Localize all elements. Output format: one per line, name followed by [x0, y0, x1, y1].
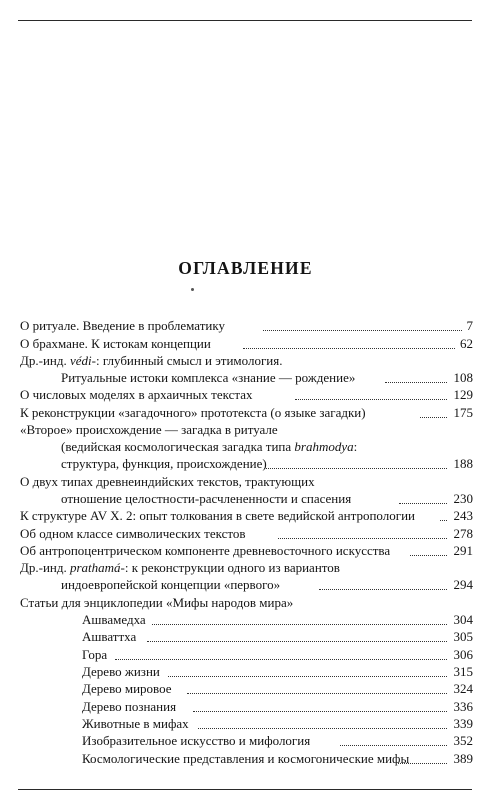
toc-page-number: 324 [453, 681, 473, 696]
dot-leader [410, 542, 447, 556]
dot-leader [319, 576, 447, 590]
toc-subentry[interactable] [0, 698, 491, 716]
toc-title: ОГЛАВЛЕНИЕ [178, 258, 313, 278]
toc-entry-title: Др.-инд. prathamá-: к реконструкции одного из вариантов [20, 560, 340, 575]
toc-entry[interactable] [0, 404, 491, 422]
toc-entry-title: Ритуальные истоки комплекса «знание — рождение» [61, 370, 356, 385]
toc-subentry[interactable] [0, 628, 491, 646]
toc-entry-title: О брахмане. К истокам концепции [20, 336, 211, 351]
toc-page-number: 175 [453, 405, 473, 420]
toc-entry-title: Ашвамедха [82, 612, 146, 627]
toc-page-number: 243 [453, 508, 473, 523]
toc-entry-title: Дерево жизни [82, 664, 160, 679]
toc-entry[interactable] [0, 594, 491, 612]
toc-page-number: 129 [453, 387, 473, 402]
toc-entry-title: Статьи для энциклопедии «Мифы народов мира» [20, 595, 294, 610]
toc-page-number: 291 [453, 543, 473, 558]
toc-entry-title: Ашваттха [82, 629, 137, 644]
toc-entry[interactable] [0, 473, 491, 491]
print-speck [191, 288, 194, 291]
dot-leader [168, 663, 447, 677]
bottom-rule [18, 789, 472, 790]
toc-entry-title: О ритуале. Введение в проблематику [20, 318, 225, 333]
toc-page-number: 315 [453, 664, 473, 679]
toc-page-number: 7 [466, 318, 473, 333]
toc-entry-title: Космологические представления и космогонические мифы [82, 751, 410, 766]
toc-entry-title: отношение целостности-расчлененности и спасения [61, 491, 352, 506]
dot-leader [340, 732, 447, 746]
toc-entry-title: (ведийская космологическая загадка типа brahmodya: [61, 439, 358, 454]
toc-page-number: 306 [453, 647, 473, 662]
toc-page-number: 278 [453, 526, 473, 541]
toc-page-number: 305 [453, 629, 473, 644]
dot-leader [147, 628, 447, 642]
toc-page-number: 304 [453, 612, 473, 627]
toc-page-number: 62 [460, 336, 473, 351]
toc-subentry[interactable] [0, 663, 491, 681]
toc-page-number: 230 [453, 491, 473, 506]
toc-entry-continuation[interactable] [0, 490, 491, 508]
toc-entry-continuation[interactable] [0, 369, 491, 387]
dot-leader [385, 369, 447, 383]
toc-entry-title: Дерево познания [82, 699, 177, 714]
toc-subentry[interactable] [0, 611, 491, 629]
toc-subentry[interactable] [0, 680, 491, 698]
toc-entry-continuation[interactable] [0, 576, 491, 594]
dot-leader [420, 404, 447, 418]
toc-page-number: 108 [453, 370, 473, 385]
toc-page-number: 389 [453, 751, 473, 766]
toc-page-number: 339 [453, 716, 473, 731]
toc-page-number: 352 [453, 733, 473, 748]
dot-leader [187, 680, 447, 694]
dot-leader [278, 525, 447, 539]
toc-entry[interactable] [0, 421, 491, 439]
toc-entry[interactable] [0, 352, 491, 370]
dot-leader [263, 317, 462, 331]
toc-entry-continuation[interactable] [0, 455, 491, 473]
toc-entry-title: О двух типах древнеиндийских текстов, трактующих [20, 474, 315, 489]
toc-entry-continuation[interactable] [0, 438, 491, 456]
toc-entry-title: Гора [82, 647, 108, 662]
toc-entry-title: К реконструкции «загадочного» прототекста (о языке загадки) [20, 405, 366, 420]
toc-page-number: 294 [453, 577, 473, 592]
toc-entry[interactable] [0, 542, 491, 560]
dot-leader [440, 507, 447, 521]
toc-subentry[interactable] [0, 715, 491, 733]
toc-entry[interactable] [0, 335, 491, 353]
toc-entry[interactable] [0, 317, 491, 335]
toc-page-number: 336 [453, 699, 473, 714]
toc-entry-title: Дерево мировое [82, 681, 172, 696]
dot-leader [264, 455, 447, 469]
toc-subentry[interactable] [0, 750, 491, 768]
toc-subentry[interactable] [0, 646, 491, 664]
toc-entry[interactable] [0, 559, 491, 577]
toc-entry-title: индоевропейской концепции «первого» [61, 577, 281, 592]
toc-entry[interactable] [0, 386, 491, 404]
toc-subentry[interactable] [0, 732, 491, 750]
toc-entry-title: Об одном классе символических текстов [20, 526, 246, 541]
toc-entry-title: Животные в мифах [82, 716, 189, 731]
toc-entry-title: К структуре AV X. 2: опыт толкования в свете ведийской антропологии [20, 508, 415, 523]
toc-page-number: 188 [453, 456, 473, 471]
dot-leader [295, 386, 447, 400]
toc-entry-title: структура, функция, происхождение) [61, 456, 267, 471]
toc-entry[interactable] [0, 507, 491, 525]
toc-entry-title: Об антропоцентрическом компоненте древневосточного искусства [20, 543, 391, 558]
dot-leader [198, 715, 447, 729]
dot-leader [398, 750, 447, 764]
toc-entry-title: О числовых моделях в архаичных текстах [20, 387, 253, 402]
dot-leader [152, 611, 447, 625]
toc-entry-title: Др.-инд. védi-: глубинный смысл и этимология. [20, 353, 283, 368]
toc-entry[interactable] [0, 525, 491, 543]
top-rule [18, 20, 472, 21]
dot-leader [243, 335, 455, 349]
dot-leader [399, 490, 447, 504]
dot-leader [193, 698, 447, 712]
toc-entry-title: Изобразительное искусство и мифология [82, 733, 311, 748]
toc-entry-title: «Второе» происхождение — загадка в ритуале [20, 422, 278, 437]
dot-leader [115, 646, 447, 660]
